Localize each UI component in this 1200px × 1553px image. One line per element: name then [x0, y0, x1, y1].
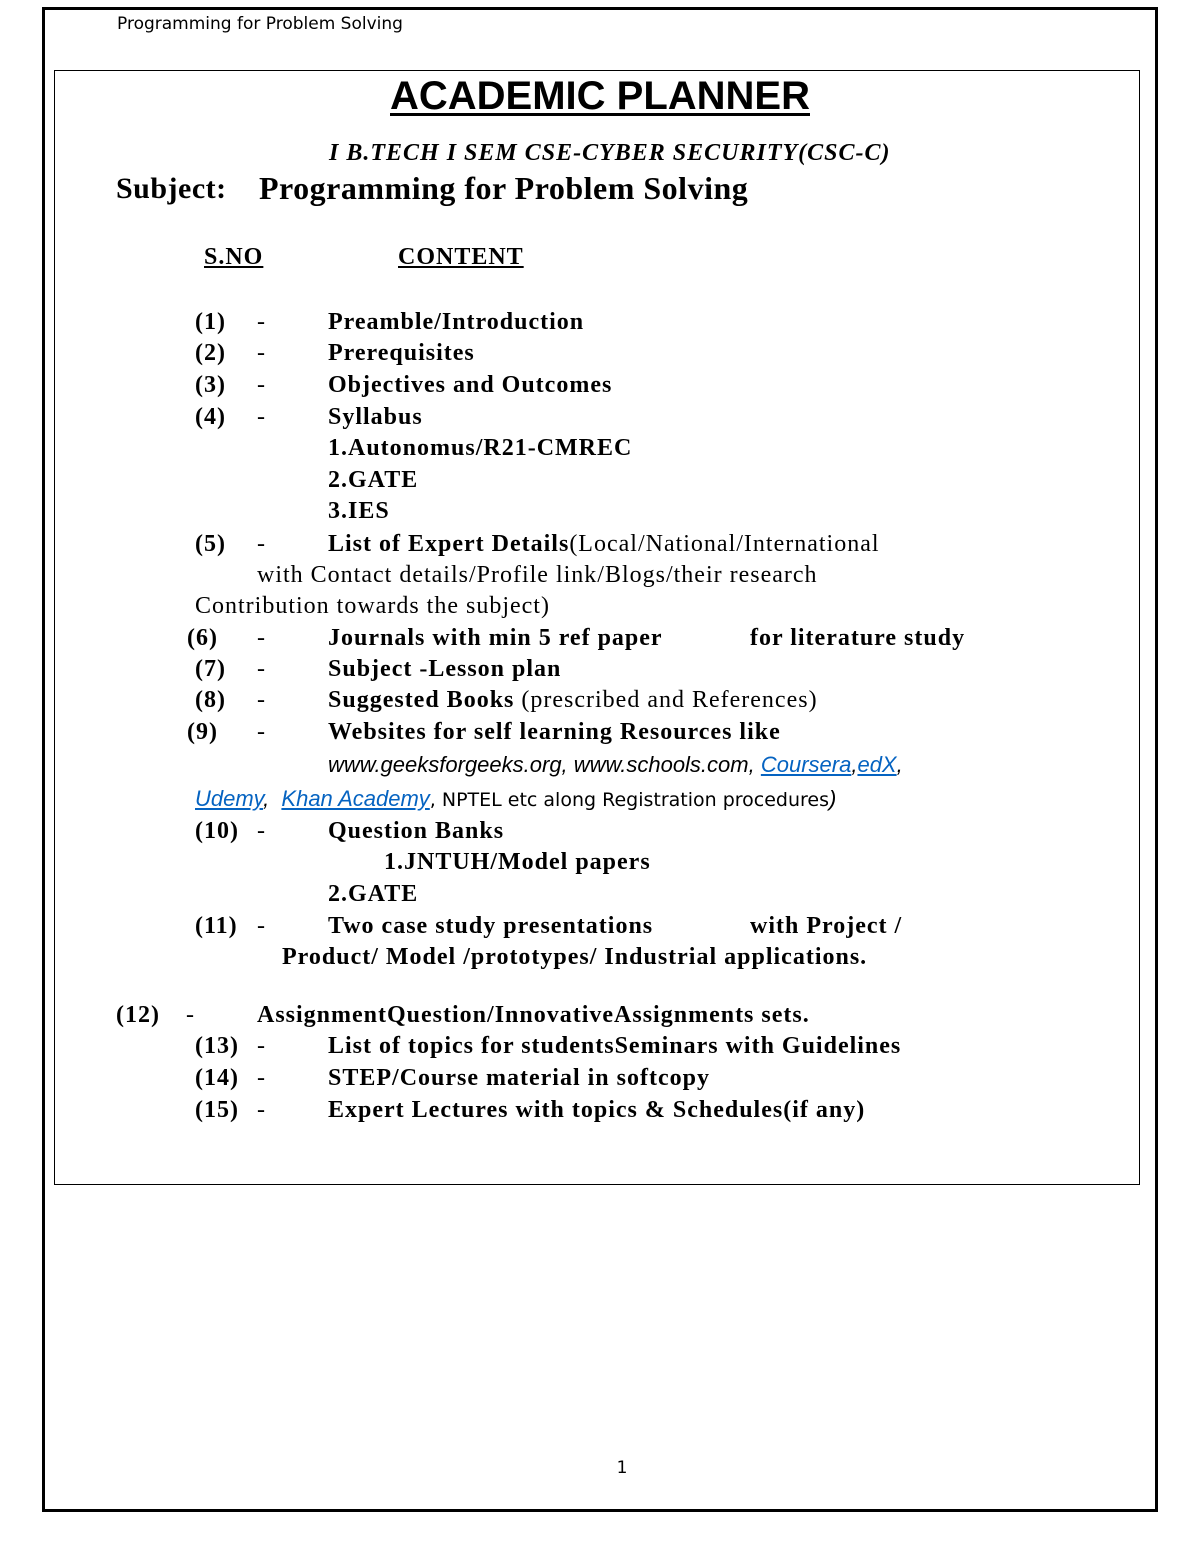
item-subitem: 1.Autonomus/R21-CMREC: [328, 435, 633, 461]
item-number: (1): [195, 309, 226, 335]
item-text-tail: for literature study: [750, 625, 966, 651]
item-dash: -: [257, 913, 266, 939]
item-number: (12): [116, 1002, 160, 1028]
item-text: List of topics for studentsSeminars with Guidelines: [328, 1033, 902, 1059]
item-dash: -: [257, 1097, 266, 1123]
item-dash: -: [257, 1065, 266, 1091]
nptel-text: , NPTEL etc along Registration procedures: [429, 789, 830, 811]
item-dash: -: [257, 818, 266, 844]
item-text: List of Expert Details: [328, 531, 570, 557]
udemy-link[interactable]: Udemy: [195, 786, 264, 811]
item-dash: -: [257, 531, 266, 557]
item-dash: -: [257, 1033, 266, 1059]
item-dash: -: [257, 687, 266, 713]
item-number: (9): [187, 719, 218, 745]
item-text: Journals with min 5 ref paper: [328, 625, 663, 651]
item-subitem: 2.GATE: [328, 467, 419, 493]
resource-links-line2: [195, 786, 836, 812]
item-text: Two case study presentations: [328, 913, 654, 939]
item-number: (7): [195, 656, 226, 682]
item-text: Syllabus: [328, 404, 423, 430]
subject-label: Subject:: [116, 172, 227, 205]
item-dash: -: [257, 340, 266, 366]
item-dash: -: [186, 1002, 195, 1028]
resource-links-line1: [328, 752, 903, 778]
edx-link[interactable]: edX: [857, 752, 897, 777]
item-text-tail: with Project /: [750, 913, 903, 939]
item-subitem: 2.GATE: [328, 881, 419, 907]
item-text-line: [328, 531, 880, 558]
separator: ,: [263, 786, 282, 811]
item-dash: -: [257, 656, 266, 682]
item-number: (14): [195, 1065, 239, 1091]
item-text-continuation: (Local/National/International: [569, 531, 880, 557]
item-number: (2): [195, 340, 226, 366]
column-header-content: CONTENT: [398, 244, 524, 270]
resource-sites-text: www.geeksforgeeks.org, www.schools.com,: [328, 752, 761, 777]
item-subitem: 3.IES: [328, 498, 390, 524]
item-text: Expert Lectures with topics & Schedules(if any): [328, 1097, 866, 1123]
subject-name: Programming for Problem Solving: [259, 170, 749, 206]
item-text: Suggested Books: [328, 687, 515, 713]
item-text: Preamble/Introduction: [328, 309, 585, 335]
page-title: ACADEMIC PLANNER: [390, 74, 810, 118]
separator: ,: [851, 752, 858, 777]
item-text: Objectives and Outcomes: [328, 372, 613, 398]
item-dash: -: [257, 372, 266, 398]
item-number: (4): [195, 404, 226, 430]
khan-academy-link[interactable]: Khan Academy: [281, 786, 430, 811]
item-number: (6): [187, 625, 218, 651]
item-dash: -: [257, 719, 266, 745]
item-text: AssignmentQuestion/InnovativeAssignments sets.: [257, 1002, 810, 1028]
coursera-link[interactable]: Coursera: [760, 752, 852, 777]
closing-paren: ): [829, 786, 837, 811]
page-number: 1: [616, 1458, 628, 1478]
item-number: (11): [195, 913, 238, 939]
item-number: (8): [195, 687, 226, 713]
item-text: STEP/Course material in softcopy: [328, 1065, 710, 1091]
item-number: (15): [195, 1097, 239, 1123]
item-text-continuation: (prescribed and References): [521, 687, 818, 713]
item-subitem: 1.JNTUH/Model papers: [384, 849, 651, 875]
item-text-line3: Contribution towards the subject): [195, 593, 550, 619]
course-subtitle: I B.TECH I SEM CSE-CYBER SECURITY(CSC-C): [329, 140, 891, 166]
item-text: Question Banks: [328, 818, 505, 844]
separator: ,: [896, 752, 903, 777]
item-text: Subject -Lesson plan: [328, 656, 562, 682]
column-header-sno: S.NO: [204, 244, 264, 270]
running-header: Programming for Problem Solving: [117, 14, 403, 34]
item-dash: -: [257, 309, 266, 335]
item-number: (13): [195, 1033, 239, 1059]
item-text-line2: with Contact details/Profile link/Blogs/their research: [257, 562, 818, 588]
item-text: Websites for self learning Resources like: [328, 719, 781, 745]
item-dash: -: [257, 625, 266, 651]
item-text: Prerequisites: [328, 340, 475, 366]
item-number: (5): [195, 531, 226, 557]
item-number: (10): [195, 818, 239, 844]
item-text-line2: Product/ Model /prototypes/ Industrial applications.: [282, 944, 868, 970]
item-dash: -: [257, 404, 266, 430]
item-text-line: [328, 687, 818, 714]
item-number: (3): [195, 372, 226, 398]
